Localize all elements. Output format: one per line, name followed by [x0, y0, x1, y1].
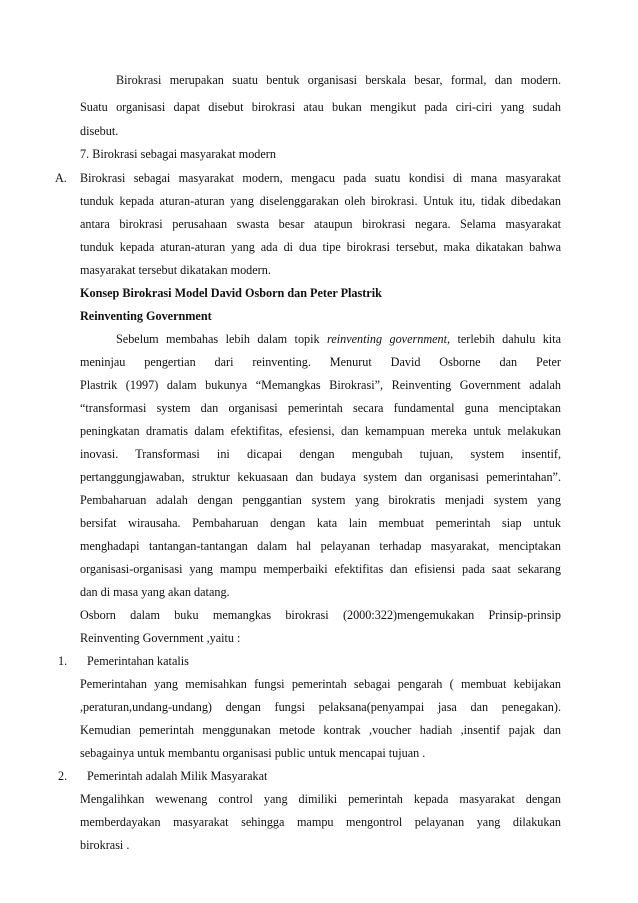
paragraph-line: Mengalihkan wewenang control yang dimiliki pemerintah kepada masyarakat dengan [80, 792, 561, 806]
paragraph-line: memberdayakan masyarakat sehingga mampu mengontrol pelayanan yang dilakukan [80, 815, 561, 829]
paragraph-line: menghadapi tantangan-tantangan dalam hal pelayanan terhadap masyarakat, menciptakan [80, 539, 561, 553]
text-run: terlebih dahulu kita [450, 332, 561, 346]
paragraph-line: Kemudian pemerintah menggunakan metode kontrak ,voucher hadiah ,insentif pajak dan [80, 723, 561, 737]
paragraph-line: Plastrik (1997) dalam bukunya “Memangkas Birokrasi”, Reinventing Government adalah [80, 378, 561, 392]
text-run: Sebelum membahas lebih dalam topik [116, 332, 328, 346]
paragraph-line: Pembaharuan adalah dengan penggantian system yang birokratis menjadi system yang [80, 493, 561, 507]
list-marker: 1. [58, 654, 68, 668]
list-item-7: 7. Birokrasi sebagai masyarakat modern [80, 147, 276, 161]
paragraph-line: ,peraturan,undang-undang) dengan fungsi pelaksana(penyampai jasa dan penegakan). [80, 700, 561, 714]
paragraph-line: “transformasi system dan organisasi pemerintah secara fundamental guna menciptakan [80, 401, 561, 415]
point-title: Pemerintah adalah Milik Masyarakat [87, 769, 268, 783]
paragraph-line: dan di masa yang akan datang. [80, 585, 230, 599]
paragraph-line: Reinventing Government ,yaitu : [80, 631, 241, 645]
paragraph-line: organisasi-organisasi yang mampu memperbaiki efektifitas dan efisiensi pada saat sekarang [80, 562, 561, 576]
list-marker: 2. [58, 769, 68, 783]
section-a-line: tunduk kepada aturan-aturan yang ada di dua tipe birokrasi tersebut, maka dikatakan bahwa [80, 240, 561, 254]
list-marker: A. [55, 171, 67, 185]
paragraph-line: meninjau pengertian dari reinventing. Menurut David Osborne dan Peter [80, 355, 561, 369]
point-title: Pemerintahan katalis [87, 654, 189, 668]
section-a-line [55, 170, 561, 186]
paragraph-line: birokrasi . [80, 838, 130, 852]
section-a-line: tunduk kepada aturan-aturan yang diselenggarakan oleh birokrasi. Untuk itu, tidak dibedakan [80, 194, 561, 208]
paragraph-line: peningkatan dramatis dalam efektifitas, efesiensi, dan kemampuan mereka untuk melakukan [80, 424, 561, 438]
paragraph-line: bersifat wirausaha. Pembaharuan dengan kata lain membuat pemerintah siap untuk [80, 516, 561, 530]
paragraph-line: Birokrasi merupakan suatu bentuk organisasi berskala besar, formal, dan modern. [116, 73, 561, 87]
paragraph-line: pertanggungjawaban, struktur kekuasaan dan budaya system dan organisasi pemerintahan”. [80, 470, 561, 484]
paragraph-line: Pemerintahan yang memisahkan fungsi pemerintah sebagai pengarah ( membuat kebijakan [80, 677, 561, 691]
italic-term: reinventing government, [327, 332, 451, 346]
paragraph-line [116, 331, 561, 347]
section-a-line: masyarakat tersebut dikatakan modern. [80, 263, 271, 277]
heading-konsep: Konsep Birokrasi Model David Osborn dan Peter Plastrik [80, 286, 382, 300]
paragraph-line: Suatu organisasi dapat disebut birokrasi atau bukan mengikut pada ciri-ciri yang sudah [80, 100, 561, 114]
paragraph-line: inovasi. Transformasi ini dicapai dengan mengubah tujuan, system insentif, [80, 447, 561, 461]
section-a-text: Birokrasi sebagai masyarakat modern, mengacu pada suatu kondisi di mana masyarakat [80, 171, 561, 185]
paragraph-line: Osborn dalam buku memangkas birokrasi (2000:322)mengemukakan Prinsip-prinsip [80, 608, 561, 622]
paragraph-line: disebut. [80, 124, 119, 138]
paragraph-line: sebagainya untuk membantu organisasi public untuk mencapai tujuan . [80, 746, 426, 760]
heading-reinventing: Reinventing Government [80, 309, 212, 323]
section-a-line: antara birokrasi perusahaan swasta besar ataupun birokrasi negara. Selama masyarakat [80, 217, 561, 231]
